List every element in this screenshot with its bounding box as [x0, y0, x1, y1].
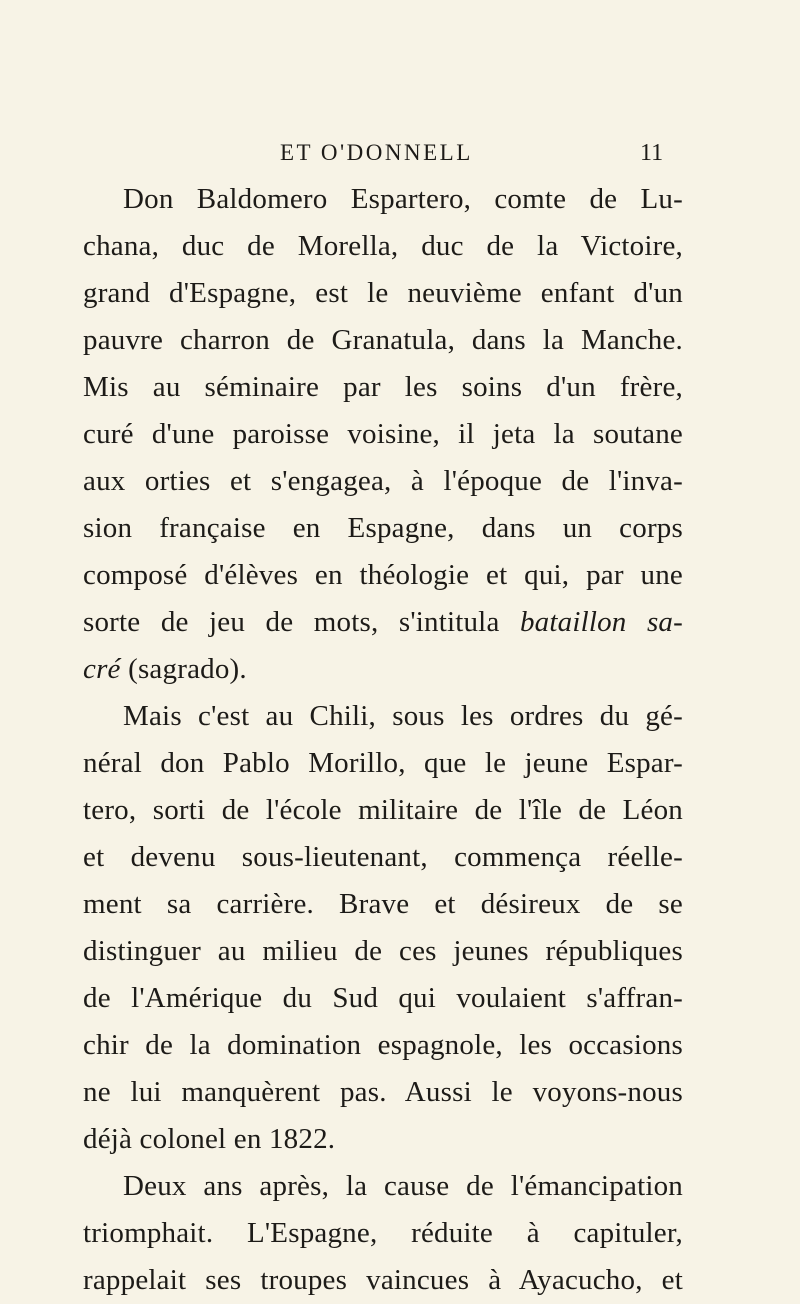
text-line: Deux ans après, la cause de l'émancipation [123, 1170, 683, 1202]
text-line: Mis au séminaire par les soins d'un frère, [83, 371, 683, 403]
page-number: 11 [640, 140, 664, 166]
text-segment: sorte de jeu de mots, s'intitula [83, 606, 500, 638]
text-line: chir de la domination espagnole, les occasions [83, 1029, 683, 1061]
text-line: et devenu sous-lieutenant, commença réelle- [83, 841, 683, 873]
text-line: sion française en Espagne, dans un corps [83, 512, 683, 544]
text-line: ment sa carrière. Brave et désireux de se [83, 888, 683, 920]
text-line: chana, duc de Morella, duc de la Victoire, [83, 230, 683, 262]
text-line: Don Baldomero Espartero, comte de Lu- [123, 183, 683, 215]
text-line: grand d'Espagne, est le neuvième enfant d'un [83, 277, 683, 309]
running-head [0, 140, 800, 172]
text-line: de l'Amérique du Sud qui voulaient s'affran- [83, 982, 683, 1014]
text-line: néral don Pablo Morillo, que le jeune Espar- [83, 747, 683, 779]
text-line [83, 646, 683, 693]
text-line: ne lui manquèrent pas. Aussi le voyons-nous [83, 1076, 683, 1108]
italic-text: bataillon sa- [519, 606, 683, 638]
text-line: pauvre charron de Granatula, dans la Manche. [83, 324, 683, 356]
body-text [83, 176, 683, 1304]
text-line: composé d'élèves en théologie et qui, par une [83, 559, 683, 591]
text-line: aux orties et s'engagea, à l'époque de l'inva- [83, 465, 683, 497]
text-line: déjà colonel en 1822. [83, 1123, 336, 1155]
italic-text: cré [83, 653, 121, 685]
text-line: tero, sorti de l'école militaire de l'île de Léon [83, 794, 683, 826]
running-title: ET O'DONNELL [280, 140, 473, 165]
text-line: triomphait. L'Espagne, réduite à capituler, [83, 1217, 683, 1249]
text-line: rappelait ses troupes vaincues à Ayacucho, et [83, 1264, 683, 1296]
text-line: Mais c'est au Chili, sous les ordres du gé- [123, 700, 683, 732]
text-line: curé d'une paroisse voisine, il jeta la soutane [83, 418, 683, 450]
text-line [83, 599, 683, 646]
text-segment: (sagrado). [128, 653, 247, 685]
text-line: distinguer au milieu de ces jeunes républiques [83, 935, 683, 967]
